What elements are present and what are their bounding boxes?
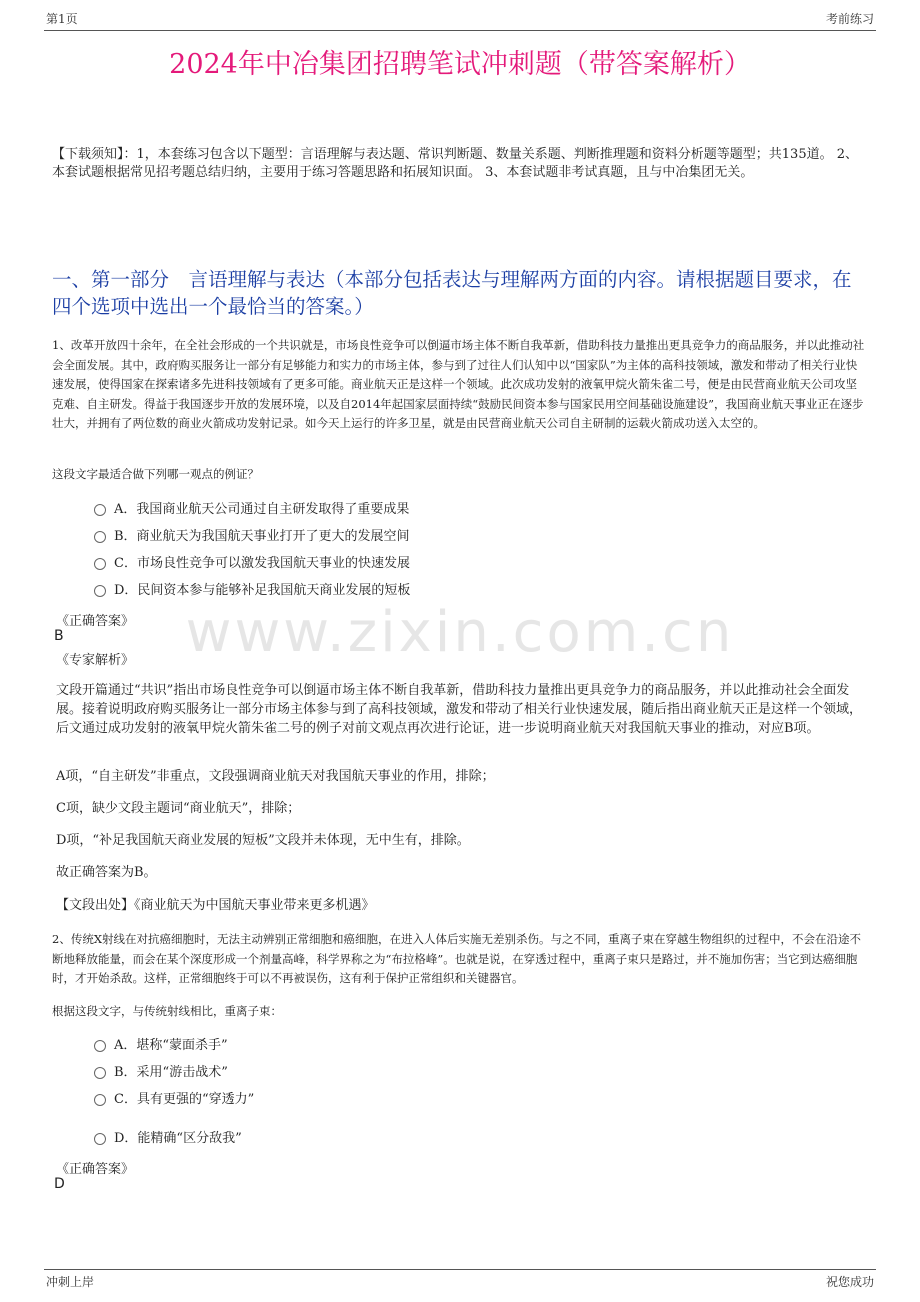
option-label: C．具有更强的“穿透力” xyxy=(114,1092,255,1107)
question-2-stem: 根据这段文字，与传统射线相比，重离子束： xyxy=(52,1004,282,1018)
header-right-label: 考前练习 xyxy=(825,12,874,26)
watermark: www.zixin.com.cn xyxy=(185,600,735,665)
question-2-answer-label: 《正确答案》 xyxy=(56,1162,135,1177)
footer-left: 冲刺上岸 xyxy=(46,1275,95,1289)
question-1-option-a[interactable] xyxy=(94,500,409,520)
radio-icon[interactable] xyxy=(94,504,106,516)
analysis-option-c: C项，缺少文段主题词“商业航天”，排除； xyxy=(56,801,301,816)
question-1-option-c[interactable] xyxy=(94,554,410,574)
question-1-answer-label: 《正确答案》 xyxy=(56,614,135,629)
radio-icon[interactable] xyxy=(94,1094,106,1106)
question-2-answer: D xyxy=(54,1176,65,1192)
question-1-passage: 1、改革开放四十余年，在全社会形成的一个共识就是，市场良性竞争可以倒逼市场主体不断自我革新，借助科技力量推出更具竞争力的商品服务，并以此推动社会全面发展。其中，政府购买服务让一部分有足够能力和实力的市场主体，参与到了过往人们认知中以“国家队”为主体的高科技领域，激发和带动了相关行业快速发展，使得国家在探索诸多先进科技领域有了更多可能。商业航天正是这样一个领域。此次成功发射的液氧甲烷火箭朱雀二号，便是由民营商业航天公司攻坚克难、自主研发。得益于我国逐步开放的发展环境，以及自2014年起国家层面持续“鼓励民间资本参与国家民用空间基础设施建设”，我国商业航天事业正在逐步壮大，并拥有了两位数的商业火箭成功发射记录。如今天上运行的许多卫星，就是由民营商业航天公司自主研制的运载火箭成功送入太空的。 xyxy=(52,338,865,430)
question-1-answer: B xyxy=(54,628,64,644)
question-1-option-d[interactable] xyxy=(94,581,410,601)
option-label: D．能精确“区分敌我” xyxy=(114,1131,242,1146)
question-2-option-b[interactable] xyxy=(94,1063,228,1083)
footer-right: 祝您成功 xyxy=(825,1275,874,1289)
option-label: B．商业航天为我国航天事业打开了更大的发展空间 xyxy=(114,529,410,544)
question-1-analysis-label: 《专家解析》 xyxy=(56,653,135,668)
option-label: C．市场良性竞争可以激发我国航天事业的快速发展 xyxy=(114,556,410,571)
question-1-option-b[interactable] xyxy=(94,527,410,547)
document-title: 2024年中冶集团招聘笔试冲刺题（带答案解析） xyxy=(169,49,751,80)
question-2-option-c[interactable] xyxy=(94,1090,254,1110)
radio-icon[interactable] xyxy=(94,1133,106,1145)
analysis-conclusion: 故正确答案为B。 xyxy=(56,865,157,880)
option-label: A．我国商业航天公司通过自主研发取得了重要成果 xyxy=(114,502,410,517)
header-rule xyxy=(44,30,876,31)
section-heading: 一、第一部分 言语理解与表达（本部分包括表达与理解两方面的内容。请根据题目要求，在四个选项中选出一个最恰当的答案。） xyxy=(52,268,852,318)
question-2-option-a[interactable] xyxy=(94,1036,228,1056)
analysis-paragraph: 文段开篇通过“共识”指出市场良性竞争可以倒逼市场主体不断自我革新，借助科技力量推出更具竞争力的商品服务，并以此推动社会全面发展。接着说明政府购买服务让一部分市场主体参与到了高科技领域，激发和带动了相关行业快速发展，随后指出商业航天正是这样一个领域，后文通过成功发射的液氧甲烷火箭朱雀二号的例子对前文观点再次进行论证，进一步说明商业航天对我国航天事业的推动，对应B项。 xyxy=(56,683,863,736)
radio-icon[interactable] xyxy=(94,531,106,543)
analysis-option-a: A项，“自主研发”非重点，文段强调商业航天对我国航天事业的作用，排除； xyxy=(56,769,495,784)
radio-icon[interactable] xyxy=(94,1040,106,1052)
radio-icon[interactable] xyxy=(94,1067,106,1079)
page-number: 第1页 xyxy=(46,12,78,26)
question-1-stem: 这段文字最适合做下列哪一观点的例证？ xyxy=(52,467,259,481)
question-2-option-d[interactable] xyxy=(94,1129,242,1149)
radio-icon[interactable] xyxy=(94,558,106,570)
analysis-option-d: D项，“补足我国航天商业发展的短板”文段并未体现，无中生有，排除。 xyxy=(56,833,470,848)
footer-rule xyxy=(44,1269,876,1270)
radio-icon[interactable] xyxy=(94,585,106,597)
option-label: D．民间资本参与能够补足我国航天商业发展的短板 xyxy=(114,583,411,598)
question-2-passage: 2、传统X射线在对抗癌细胞时，无法主动辨别正常细胞和癌细胞，在进入人体后实施无差别杀伤。与之不同，重离子束在穿越生物组织的过程中，不会在沿途不断地释放能量，而会在某个深度形成一个剂量高峰，科学界称之为“布拉格峰”。也就是说，在穿透过程中，重离子束只是路过，并不施加伤害；当它到达癌细胞时，才开始杀敌。这样，正常细胞终于可以不再被误伤，这有利于保护正常组织和关键器官。 xyxy=(52,932,861,985)
option-label: B．采用“游击战术” xyxy=(114,1065,228,1080)
download-notice: 【下载须知】：1，本套练习包含以下题型：言语理解与表达题、常识判断题、数量关系题、判断推理题和资料分析题等题型；共135道。 2、本套试题根据常见招考题总结归纳，主要用于练习答题思路和拓展知识面。 3、本套试题非考试真题，且与中冶集团无关。 xyxy=(52,147,858,180)
option-label: A．堪称“蒙面杀手” xyxy=(114,1038,228,1053)
passage-source: 【文段出处】《商业航天为中国航天事业带来更多机遇》 xyxy=(56,898,375,913)
